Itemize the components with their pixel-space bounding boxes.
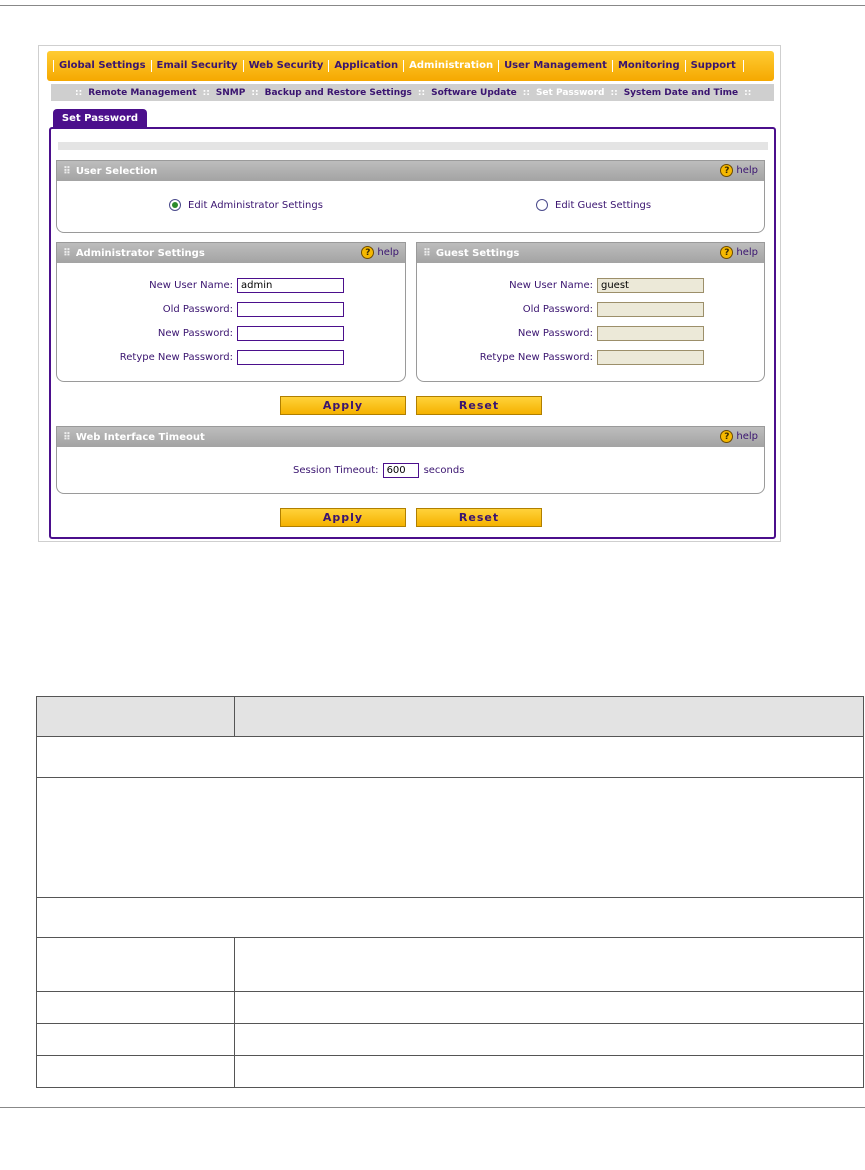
help-link[interactable] [720,246,758,259]
nav-application[interactable]: Application [328,60,403,72]
table-row [37,992,864,1024]
tab-set-password[interactable]: Set Password [53,109,147,128]
subnav-software-update[interactable]: Software Update [431,87,517,98]
table-cell [235,1056,864,1088]
nav-administration[interactable]: Administration [403,60,498,72]
help-icon: ? [361,246,374,259]
grip-icon: ⠿ [63,165,70,177]
table-header-row [37,697,864,737]
guest-old-password-row [417,302,717,317]
nav-monitoring[interactable]: Monitoring [612,60,685,72]
table-row [37,938,864,992]
table-cell [37,737,864,778]
grip-icon: ⠿ [63,247,70,259]
grip-icon: ⠿ [63,431,70,443]
session-timeout-row [293,463,464,478]
nav-web-security[interactable]: Web Security [243,60,329,72]
field-label: New User Name: [149,280,233,291]
field-label: Retype New Password: [119,352,233,363]
radio-selected-icon [169,199,181,211]
subnav-set-password[interactable]: Set Password [535,87,605,98]
field-label: Session Timeout: [293,465,379,476]
primary-nav [47,51,774,81]
subnav-separator: :: [417,87,426,98]
table-cell [37,938,235,992]
admin-username-input[interactable] [237,278,344,293]
subnav-separator: :: [75,87,83,98]
help-link[interactable] [720,430,758,443]
table-cell [235,1024,864,1056]
subnav-separator: :: [610,87,618,98]
subnav-separator: :: [744,87,752,98]
guest-retype-password-row [417,350,717,365]
admin-settings-section [56,242,406,382]
section-header [417,243,764,263]
table-cell [37,1024,235,1056]
guest-new-password-row [417,326,717,341]
admin-old-password-row [57,302,357,317]
section-header [57,161,764,181]
edit-admin-radio[interactable] [169,199,323,211]
help-label: help [736,165,758,176]
table-cell [37,697,235,737]
user-selection-section [56,160,765,233]
apply-button[interactable]: Apply [280,508,406,527]
section-header [57,427,764,447]
table-cell [37,778,864,898]
section-title: Guest Settings [435,247,520,259]
table-row [37,1024,864,1056]
reset-button[interactable]: Reset [416,508,542,527]
nav-end-divider [743,60,744,72]
admin-old-password-input[interactable] [237,302,344,317]
status-bar [58,142,768,150]
section-header [57,243,405,263]
unit-label: seconds [423,465,465,476]
table-cell [37,1056,235,1088]
guest-username-row [417,278,717,293]
admin-username-row [57,278,357,293]
admin-retype-password-row [57,350,357,365]
section-title: Administrator Settings [75,247,205,259]
guest-username-input[interactable] [597,278,704,293]
nav-user-management[interactable]: User Management [498,60,612,72]
help-link[interactable] [361,246,399,259]
table-cell [235,992,864,1024]
subnav-backup-restore[interactable]: Backup and Restore Settings [264,87,412,98]
table-cell [37,992,235,1024]
field-label: Old Password: [522,304,593,315]
page-top-rule [0,5,865,6]
help-label: help [736,431,758,442]
guest-new-password-input[interactable] [597,326,704,341]
guest-old-password-input[interactable] [597,302,704,317]
subnav-remote-management[interactable]: Remote Management [88,87,197,98]
radio-label: Edit Administrator Settings [188,199,323,211]
subnav-separator: :: [251,87,259,98]
subnav-separator: :: [202,87,210,98]
help-icon: ? [720,164,733,177]
screenshot-frame [38,45,781,542]
apply-button[interactable]: Apply [280,396,406,415]
help-icon: ? [720,430,733,443]
nav-support[interactable]: Support [685,60,741,72]
help-label: help [377,247,399,258]
subnav-separator: :: [522,87,530,98]
table-cell [235,938,864,992]
page-bottom-rule [0,1107,865,1108]
field-label: New User Name: [509,280,593,291]
help-label: help [736,247,758,258]
help-link[interactable] [720,164,758,177]
section-title: User Selection [75,165,158,177]
subnav-snmp[interactable]: SNMP [215,87,246,98]
nav-email-security[interactable]: Email Security [151,60,243,72]
content-panel [49,127,776,539]
radio-unselected-icon [536,199,548,211]
field-label: New Password: [517,328,593,339]
table-cell [235,697,864,737]
field-label: Old Password: [162,304,233,315]
admin-new-password-input[interactable] [237,326,344,341]
table-cell [37,898,864,938]
table-row [37,778,864,898]
table-row [37,1056,864,1088]
field-label: Retype New Password: [479,352,593,363]
field-label: New Password: [157,328,233,339]
web-timeout-section [56,426,765,494]
subnav-system-date-time[interactable]: System Date and Time [623,87,739,98]
section-title: Web Interface Timeout [75,431,205,443]
guest-settings-section [416,242,765,382]
secondary-nav [51,84,774,101]
table-row [37,737,864,778]
radio-label: Edit Guest Settings [555,199,652,211]
edit-guest-radio[interactable] [536,199,651,211]
nav-global-settings[interactable]: Global Settings [53,60,151,72]
guest-retype-password-input[interactable] [597,350,704,365]
grip-icon: ⠿ [423,247,430,259]
reset-button[interactable]: Reset [416,396,542,415]
description-table [36,696,864,1088]
help-icon: ? [720,246,733,259]
admin-retype-password-input[interactable] [237,350,344,365]
session-timeout-input[interactable] [383,463,419,478]
admin-new-password-row [57,326,357,341]
table-row [37,898,864,938]
